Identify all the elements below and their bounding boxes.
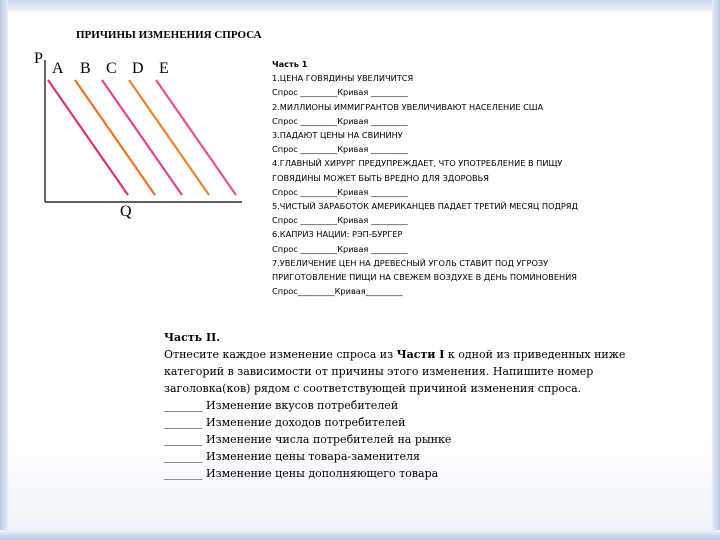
y-axis-label: P: [34, 50, 43, 67]
part2-intro-1a: Отнесите каждое изменение спроса из: [164, 348, 397, 361]
part1-section: [272, 57, 702, 298]
frame-right: [712, 0, 720, 540]
frame-top: [0, 0, 720, 14]
item-7-heading: 7.УВЕЛИЧЕНИЕ ЦЕН НА ДРЕВЕСНЫЙ УГОЛЬ СТАВИТ ПОД УГРОЗУ: [272, 257, 549, 268]
item-7-heading-cont: ПРИГОТОВЛЕНИЕ ПИЩИ НА СВЕЖЕМ ВОЗДУХЕ В ДЕНЬ ПОМИНОВЕНИЯ: [272, 272, 577, 283]
curve-label-a: A: [52, 60, 64, 77]
part2-intro-ref: Части I: [396, 348, 445, 361]
item-2-heading: 2.МИЛЛИОНЫ ИММИГРАНТОВ УВЕЛИЧИВАЮТ НАСЕЛЕНИЕ США: [272, 101, 544, 112]
demand-curves: [48, 80, 236, 195]
part2-intro-line-3: заголовка(ков) рядом с соответствующей причиной изменения спроса.: [164, 382, 582, 395]
part2-section: [164, 329, 684, 482]
curve-label-e: E: [159, 60, 169, 77]
part2-intro-line-1: [164, 346, 684, 363]
item-2-blank[interactable]: Спрос _________Кривая _________: [272, 115, 408, 126]
part1-title: Часть 1: [272, 59, 308, 69]
item-3-heading: 3.ПАДАЮТ ЦЕНЫ НА СВИНИНУ: [272, 130, 403, 141]
part2-title: Часть II.: [164, 331, 221, 344]
frame-bottom: [0, 530, 720, 540]
part2-intro-1c: к одной из приведенных ниже: [444, 348, 626, 361]
item-4-heading: 4.ГЛАВНЫЙ ХИРУРГ ПРЕДУПРЕЖДАЕТ, ЧТО УПОТРЕБЛЕНИЕ В ПИЩУ: [272, 158, 563, 169]
category-number-of-consumers[interactable]: _______ Изменение числа потребителей на рынке: [164, 433, 452, 446]
curve-label-c: C: [106, 60, 117, 77]
category-complement-price[interactable]: _______ Изменение цены дополняющего товара: [164, 467, 439, 480]
category-tastes[interactable]: _______ Изменение вкусов потребителей: [164, 399, 399, 412]
item-4-heading-cont: ГОВЯДИНЫ МОЖЕТ БЫТЬ ВРЕДНО ДЛЯ ЗДОРОВЬЯ: [272, 172, 489, 183]
item-1-blank[interactable]: Спрос _________Кривая _________: [272, 87, 408, 98]
item-7-blank[interactable]: Спрос_________Кривая_________: [272, 286, 403, 297]
category-incomes[interactable]: _______ Изменение доходов потребителей: [164, 416, 406, 429]
part2-intro-line-2: категорий в зависимости от причины этого изменения. Напишите номер: [164, 365, 594, 378]
item-4-blank[interactable]: Спрос _________Кривая _________: [272, 186, 408, 197]
curve-label-d: D: [132, 60, 144, 77]
frame-left: [0, 0, 8, 540]
item-5-heading: 5.ЧИСТЫЙ ЗАРАБОТОК АМЕРИКАНЦЕВ ПАДАЕТ ТРЕТИЙ МЕСЯЦ ПОДРЯД: [272, 201, 578, 212]
item-1-heading: 1.ЦЕНА ГОВЯДИНЫ УВЕЛИЧИТСЯ: [272, 73, 414, 84]
item-6-heading: 6.КАПРИЗ НАЦИИ: РЭП-БУРГЕР: [272, 229, 403, 240]
demand-graph: [30, 50, 245, 220]
item-6-blank[interactable]: Спрос _________Кривая _________: [272, 243, 408, 254]
item-5-blank[interactable]: Спрос _________Кривая _________: [272, 215, 408, 226]
item-3-blank[interactable]: Спрос _________Кривая _________: [272, 144, 408, 155]
category-substitute-price[interactable]: _______ Изменение цены товара-заменителя: [164, 450, 420, 463]
slide-title: ПРИЧИНЫ ИЗМЕНЕНИЯ СПРОСА: [76, 29, 262, 41]
curve-label-b: B: [80, 60, 91, 77]
x-axis-label: Q: [120, 203, 132, 220]
